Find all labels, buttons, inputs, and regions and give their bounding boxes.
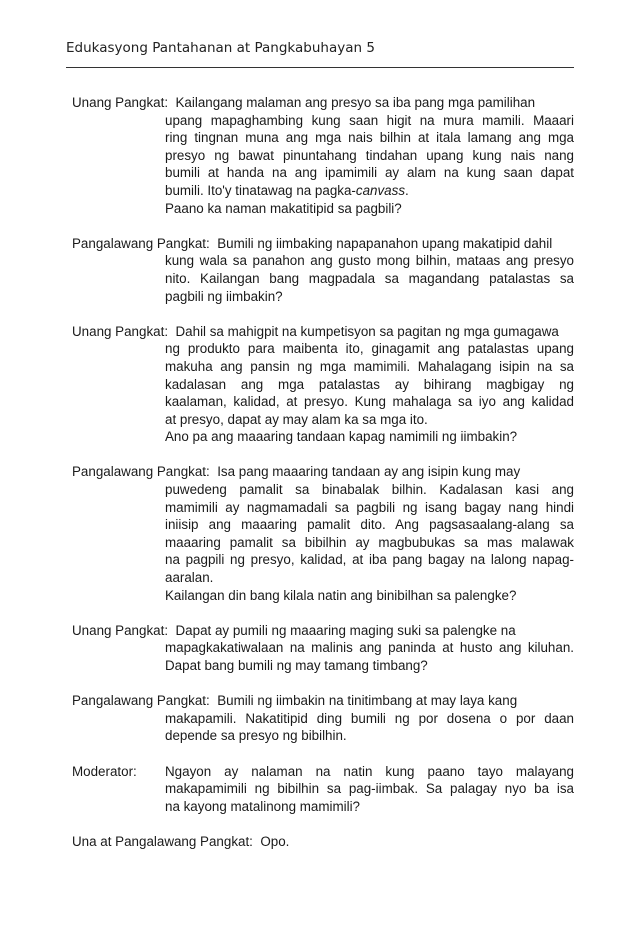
dialogue-turn bbox=[72, 463, 574, 604]
speaker-label: Pangalawang Pangkat: bbox=[72, 464, 210, 480]
question-line: Dapat bang bumili ng may tamang timbang? bbox=[165, 658, 428, 673]
first-line bbox=[72, 833, 574, 851]
header-rule bbox=[66, 67, 574, 68]
text-line: kadalasan ang mga patalastas ay bihirang magbigay ng bbox=[165, 376, 574, 392]
text-line: bumili at handa na ang ipamimili ay alam na kung saan dapat bbox=[165, 165, 574, 181]
turn-text: Bumili ng iimbaking napapanahon upang makatipid dahil bbox=[217, 235, 553, 251]
text-line: makapamimili ng bibilhin sa pag-iimbak. Sa palagay nyo ba isa bbox=[165, 781, 574, 797]
dialogue-turn bbox=[72, 763, 574, 816]
speaker-label: Una at Pangalawang Pangkat: bbox=[72, 833, 253, 849]
dialogue-turn bbox=[72, 323, 574, 446]
text-line: puwedeng pamalit sa binabalak bilhin. Kadalasan kasi ang bbox=[165, 482, 574, 498]
speaker-label: Unang Pangkat: bbox=[72, 95, 169, 110]
text-line: presyo ng bawat pinuntahang tindahan upang kung nais nang bbox=[165, 147, 574, 163]
turn-text: Kailangang malaman ang presyo sa iba pang mga pamilihan bbox=[175, 95, 536, 110]
turn-text: Opo. bbox=[260, 833, 290, 849]
turn-text: Isa pang maaaring tandaan ay ang isipin kung may bbox=[217, 464, 521, 480]
text-line: mamimili ay nagmamadali sa pagbili ng isang bagay nang hindi bbox=[165, 499, 574, 515]
first-line bbox=[72, 622, 574, 640]
question-line: Paano ka naman makatitipid sa pagbili? bbox=[165, 200, 402, 216]
first-line bbox=[72, 692, 574, 710]
dialogue-turn bbox=[72, 622, 574, 675]
dialogue bbox=[72, 94, 574, 868]
dialogue-turn bbox=[72, 94, 574, 217]
text-line: na pagpili ng presyo, kalidad, at iba pang bagay na lalong napag- bbox=[165, 552, 574, 568]
text-line: nito. Kailangan bang magpadala sa magandang patalastas sa bbox=[165, 270, 574, 286]
first-line bbox=[72, 94, 574, 112]
text-line: depende sa presyo ng bibilhin. bbox=[165, 728, 347, 744]
text-line: aaralan. bbox=[165, 570, 214, 586]
text-line: iniisip ang maaaring pamalit dito. Ang pagsasaalang-alang sa bbox=[165, 517, 574, 533]
question-line: Ano pa ang maaaring tandaan kapag namimili ng iimbakin? bbox=[165, 429, 518, 445]
dialogue-turn bbox=[72, 692, 574, 745]
text-line: pagbili ng iimbakin? bbox=[165, 288, 283, 304]
text-line: bumili. Ito'y tinatawag na pagka-canvass. bbox=[165, 182, 409, 198]
text-line: ng produkto para maibenta ito, ginagamit ang patalastas upang bbox=[165, 341, 574, 357]
text-line: ring tingnan muna ang mga nais bilhin at itala lamang ang mga bbox=[165, 130, 574, 146]
question-line: Kailangan din bang kilala natin ang binibilhan sa palengke? bbox=[165, 587, 517, 603]
text-line: Ngayon ay nalaman na natin kung paano tayo malayang bbox=[165, 763, 574, 779]
text-line: kaalaman, kalidad, at presyo. Kung mahalaga sa iyo ang kalidad bbox=[165, 394, 574, 410]
text-line: upang mapaghambing kung saan higit na mura mamili. Maaari bbox=[165, 112, 574, 128]
text-line: makapamili. Nakatitipid ding bumili ng por dosena o por daan bbox=[165, 710, 574, 726]
speaker-label: Unang Pangkat: bbox=[72, 323, 169, 339]
text-line: na kayong matalinong mamimili? bbox=[165, 798, 361, 814]
turn-body bbox=[165, 763, 574, 816]
speaker-label: Moderator: bbox=[72, 763, 137, 779]
speaker-label: Unang Pangkat: bbox=[72, 622, 169, 638]
text-line: at presyo, dapat ay may alam ka sa mga ito. bbox=[165, 411, 428, 427]
text-line: makuha ang pansin ng mga mamimili. Mahalagang isipin na sa bbox=[165, 358, 574, 374]
text-line: mapagkakatiwalaan na malinis ang paninda at husto ang kiluhan. bbox=[165, 640, 574, 656]
turn-text: Bumili ng iimbakin na tinitimbang at may laya kang bbox=[217, 693, 518, 709]
emphasis: canvass bbox=[355, 182, 406, 198]
speaker-label: Pangalawang Pangkat: bbox=[72, 693, 210, 709]
dialogue-turn bbox=[72, 833, 574, 851]
text-line: kung wala sa panahon ang gusto mong bilhin, mataas ang presyo bbox=[165, 253, 574, 269]
speaker-label: Pangalawang Pangkat: bbox=[72, 235, 210, 251]
first-line bbox=[72, 463, 574, 481]
text-line: maaaring pamalit sa bibilhin ay magbubukas sa mas malawak bbox=[165, 534, 574, 550]
running-header: Edukasyong Pantahanan at Pangkabuhayan 5 bbox=[66, 40, 375, 56]
turn-text: Dahil sa mahigpit na kumpetisyon sa pagitan ng mga gumagawa bbox=[175, 323, 559, 339]
first-line bbox=[72, 235, 574, 253]
first-line bbox=[72, 323, 574, 341]
dialogue-turn bbox=[72, 235, 574, 305]
turn-text: Dapat ay pumili ng maaaring maging suki sa palengke na bbox=[175, 622, 516, 638]
